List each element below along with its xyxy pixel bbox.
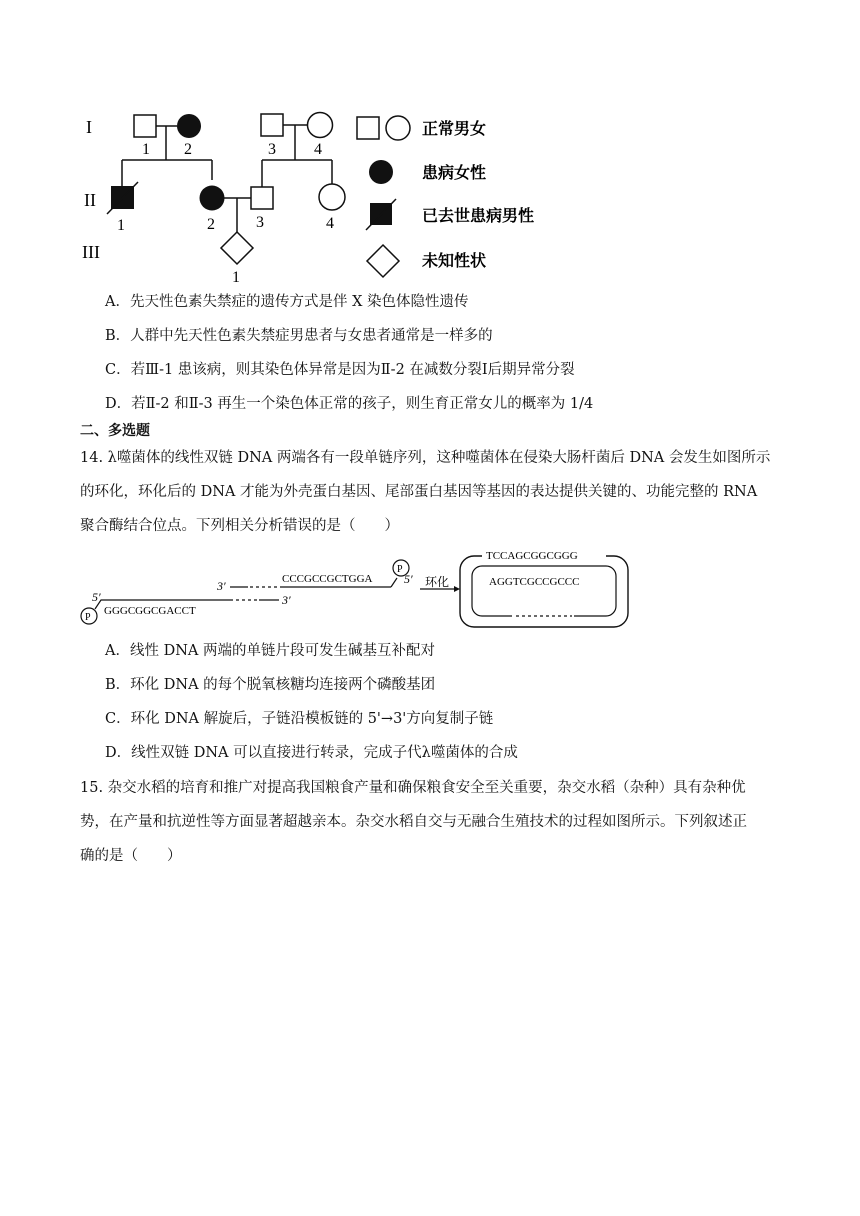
- bottom-sequence: GGGCGGCGACCT: [104, 605, 196, 617]
- three-prime-top: 3′: [217, 579, 226, 593]
- q13-option-b: B．人群中先天性色素失禁症男患者与女患者通常是一样多的: [105, 328, 493, 344]
- ring-top-sequence: TCCAGCGGCGGG: [486, 550, 578, 562]
- gen2-individual-2-affected-female: [200, 186, 225, 211]
- gen1-number-1: 1: [142, 141, 150, 158]
- legend-affected-female-label: 患病女性: [422, 163, 487, 182]
- gen1-individual-4-normal-female: [308, 113, 333, 138]
- three-prime-bottom: 3′: [282, 593, 291, 607]
- legend-normal-label: 正常男女: [422, 119, 487, 138]
- legend-diamond-icon: [367, 245, 399, 277]
- gen2-number-4: 4: [326, 215, 334, 232]
- legend-unknown-label: 未知性状: [422, 251, 487, 270]
- q15-stem-line-2: 势，在产量和抗逆性等方面显著超越亲本。杂交水稻自交与无融合生殖技术的过程如图所示。下列叙述正: [80, 814, 747, 830]
- ring-inner-sequence: AGGTCGCCGCCC: [489, 576, 580, 588]
- generation-label-II: II: [84, 190, 96, 210]
- q15-stem-line-1: 15. 杂交水稻的培育和推广对提高我国粮食产量和确保粮食安全至关重要，杂交水稻（杂种）具有杂种优: [80, 780, 746, 796]
- top-strand-tail: [391, 578, 397, 587]
- gen2-number-2: 2: [207, 216, 215, 233]
- gen2-individual-4-normal-female: [319, 184, 345, 210]
- gen3-individual-1-unknown-diamond: [221, 232, 253, 264]
- legend-circle-icon: [386, 116, 410, 140]
- circularize-label: 环化: [425, 575, 450, 589]
- q13-option-d: D．若Ⅱ-2 和Ⅱ-3 再生一个染色体正常的孩子，则生育正常女儿的概率为 1/4: [105, 396, 594, 412]
- gen1-number-3: 3: [268, 141, 276, 158]
- gen2-number-1: 1: [117, 217, 125, 234]
- q13-option-a: A．先天性色素失禁症的遗传方式是伴 X 染色体隐性遗传: [105, 294, 469, 310]
- gen2-individual-3-normal-male: [251, 187, 273, 209]
- gen1-number-2: 2: [184, 141, 192, 158]
- q14-stem-line-2: 的环化，环化后的 DNA 才能为外壳蛋白基因、尾部蛋白基因等基因的表达提供关键的、功能完整的 RNA: [80, 484, 758, 500]
- q14-option-c: C．环化 DNA 解旋后，子链沿模板链的 5'→3'方向复制子链: [105, 711, 494, 727]
- five-prime-left: 5′: [92, 590, 101, 604]
- generation-label-III: III: [82, 242, 100, 262]
- gen1-individual-2-affected-female: [177, 114, 201, 138]
- dna-circularization-diagram: [75, 540, 635, 630]
- generation-label-I: I: [86, 117, 92, 137]
- gen1-individual-1-normal-male: [134, 115, 156, 137]
- q14-option-d: D．线性双链 DNA 可以直接进行转录，完成子代λ噬菌体的合成: [105, 745, 518, 761]
- phosphate-label-right: P: [397, 564, 403, 575]
- legend-filled-circle-icon: [369, 160, 393, 184]
- gen1-individual-3-normal-male: [261, 114, 283, 136]
- gen2-number-3: 3: [256, 214, 264, 231]
- q14-option-a: A．线性 DNA 两端的单链片段可发生碱基互补配对: [105, 643, 435, 659]
- phosphate-label-left: P: [85, 612, 91, 623]
- five-prime-right: 5′: [404, 572, 413, 586]
- pedigree-figure: [70, 100, 570, 290]
- q14-stem-line-1: 14. λ噬菌体的线性双链 DNA 两端各有一段单链序列，这种噬菌体在侵染大肠杆菌后 DNA 会发生如图所示: [80, 450, 771, 466]
- legend-square-icon: [357, 117, 379, 139]
- q15-stem-line-3: 确的是（ ）: [80, 848, 182, 864]
- arrow-head-icon: [454, 586, 460, 592]
- circular-dna-inner: [472, 566, 616, 616]
- top-sequence: CCCGCCGCTGGA: [282, 573, 373, 585]
- gen3-number-1: 1: [232, 269, 240, 286]
- q13-option-c: C．若Ⅲ-1 患该病，则其染色体异常是因为Ⅱ-2 在减数分裂Ⅰ后期异常分裂: [105, 362, 575, 378]
- legend-deceased-male-label: 已去世患病男性: [422, 206, 535, 225]
- gen1-number-4: 4: [314, 141, 322, 158]
- q14-option-b: B．环化 DNA 的每个脱氧核糖均连接两个磷酸基团: [105, 677, 436, 693]
- q14-stem-line-3: 聚合酶结合位点。下列相关分析错误的是（ ）: [80, 518, 399, 534]
- section-title: 二、多选题: [80, 423, 150, 439]
